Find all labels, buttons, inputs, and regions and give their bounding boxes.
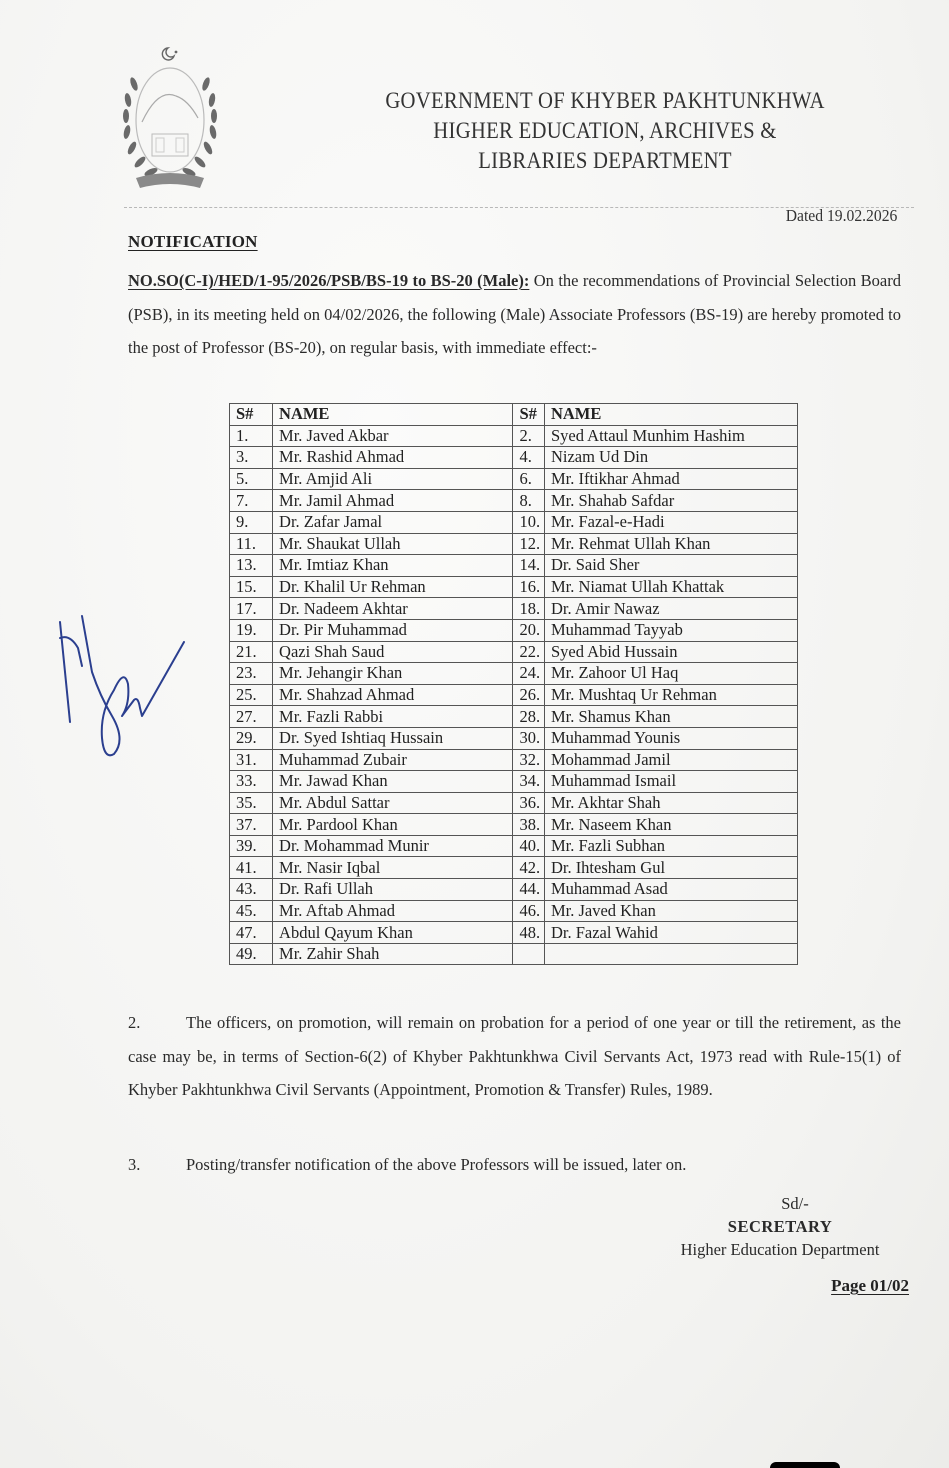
- table-row: [230, 814, 798, 836]
- name-cell: Mr. Zahoor Ul Haq: [544, 663, 797, 685]
- serial-number-cell: 45.: [230, 900, 273, 922]
- name-cell: Mr. Rehmat Ullah Khan: [544, 533, 797, 555]
- signoff-block: [640, 1192, 920, 1261]
- name-cell: Mr. Akhtar Shah: [544, 792, 797, 814]
- name-cell: Mr. Javed Khan: [544, 900, 797, 922]
- name-cell: Muhammad Ismail: [544, 771, 797, 793]
- table-row: [230, 792, 798, 814]
- serial-number-cell: 41.: [230, 857, 273, 879]
- table-row: [230, 641, 798, 663]
- table-row: [230, 943, 798, 965]
- table-row: [230, 576, 798, 598]
- name-cell: Mr. Mushtaq Ur Rehman: [544, 684, 797, 706]
- table-row: [230, 555, 798, 577]
- table-row: [230, 727, 798, 749]
- name-cell: Mr. Javed Akbar: [273, 425, 513, 447]
- name-cell: Mr. Niamat Ullah Khattak: [544, 576, 797, 598]
- table-row: [230, 857, 798, 879]
- serial-number-cell: [513, 943, 544, 965]
- serial-number-cell: 15.: [230, 576, 273, 598]
- serial-number-cell: 4.: [513, 447, 544, 469]
- serial-number-cell: 47.: [230, 922, 273, 944]
- table-header-row: [230, 404, 798, 426]
- table-row: [230, 706, 798, 728]
- table-row: [230, 879, 798, 901]
- name-cell: Mr. Aftab Ahmad: [273, 900, 513, 922]
- serial-number-cell: 31.: [230, 749, 273, 771]
- name-cell: Dr. Syed Ishtiaq Hussain: [273, 727, 513, 749]
- serial-number-cell: 44.: [513, 879, 544, 901]
- serial-number-cell: 16.: [513, 576, 544, 598]
- signatory-department: Higher Education Department: [680, 1240, 880, 1259]
- name-cell: Muhammad Younis: [544, 727, 797, 749]
- name-cell: Mr. Naseem Khan: [544, 814, 797, 836]
- letterhead-line-2: HIGHER EDUCATION, ARCHIVES &: [433, 118, 777, 143]
- table-row: [230, 663, 798, 685]
- serial-number-cell: 11.: [230, 533, 273, 555]
- paragraph-2: [128, 1006, 901, 1107]
- name-cell: Mr. Iftikhar Ahmad: [544, 468, 797, 490]
- table-row: [230, 425, 798, 447]
- table-row: [230, 900, 798, 922]
- name-cell: Mr. Pardool Khan: [273, 814, 513, 836]
- table-row: [230, 619, 798, 641]
- serial-number-cell: 37.: [230, 814, 273, 836]
- serial-number-cell: 39.: [230, 835, 273, 857]
- table-row: [230, 835, 798, 857]
- name-cell: Mr. Shamus Khan: [544, 706, 797, 728]
- name-cell: Mr. Abdul Sattar: [273, 792, 513, 814]
- name-cell: Mr. Zahir Shah: [273, 943, 513, 965]
- name-cell: Mr. Imtiaz Khan: [273, 555, 513, 577]
- name-cell: Mr. Fazli Rabbi: [273, 706, 513, 728]
- name-cell: Muhammad Zubair: [273, 749, 513, 771]
- notification-body: [128, 264, 901, 365]
- serial-number-cell: 6.: [513, 468, 544, 490]
- serial-number-cell: 30.: [513, 727, 544, 749]
- serial-number-cell: 48.: [513, 922, 544, 944]
- serial-number-cell: 29.: [230, 727, 273, 749]
- name-cell: Syed Attaul Munhim Hashim: [544, 425, 797, 447]
- serial-number-cell: 33.: [230, 771, 273, 793]
- serial-number-cell: 1.: [230, 425, 273, 447]
- name-cell: Mr. Jehangir Khan: [273, 663, 513, 685]
- paragraph-text: The officers, on promotion, will remain on probation for a period of one year or till the retirement, as the case may be, in terms of Section-6(2) of Khyber Pakhtunkhwa Civil Servants Act, 1973 read with Rule-15(1) of Khyber Pakhtunkhwa Civil Servants (Appointment, Promotion & Transfer) Rules, 1989.: [128, 1013, 901, 1099]
- scan-artifact: [770, 1462, 840, 1468]
- name-cell: Dr. Amir Nawaz: [544, 598, 797, 620]
- name-cell: Mr. Fazli Subhan: [544, 835, 797, 857]
- table-row: [230, 468, 798, 490]
- name-cell: Muhammad Asad: [544, 879, 797, 901]
- name-cell: Syed Abid Hussain: [544, 641, 797, 663]
- name-cell: Muhammad Tayyab: [544, 619, 797, 641]
- header-sn-1: S#: [230, 404, 273, 426]
- serial-number-cell: 40.: [513, 835, 544, 857]
- table-row: [230, 447, 798, 469]
- serial-number-cell: 38.: [513, 814, 544, 836]
- name-cell: Mr. Shahab Safdar: [544, 490, 797, 512]
- handwritten-signature-icon: [52, 612, 192, 762]
- table-row: [230, 598, 798, 620]
- paragraph-3: [128, 1148, 901, 1182]
- table-row: [230, 490, 798, 512]
- name-cell: Mr. Jamil Ahmad: [273, 490, 513, 512]
- name-cell: Dr. Zafar Jamal: [273, 511, 513, 533]
- serial-number-cell: 14.: [513, 555, 544, 577]
- serial-number-cell: 28.: [513, 706, 544, 728]
- page-number: Page 01/02: [831, 1276, 909, 1295]
- serial-number-cell: 26.: [513, 684, 544, 706]
- name-cell: Dr. Ihtesham Gul: [544, 857, 797, 879]
- date-line: Dated 19.02.2026: [785, 206, 897, 225]
- serial-number-cell: 27.: [230, 706, 273, 728]
- name-cell: Mr. Fazal-e-Hadi: [544, 511, 797, 533]
- signed-mark: Sd/-: [781, 1194, 809, 1213]
- serial-number-cell: 23.: [230, 663, 273, 685]
- notification-title: NOTIFICATION: [128, 232, 258, 251]
- serial-number-cell: 5.: [230, 468, 273, 490]
- serial-number-cell: 46.: [513, 900, 544, 922]
- name-cell: Nizam Ud Din: [544, 447, 797, 469]
- name-cell: Dr. Pir Muhammad: [273, 619, 513, 641]
- serial-number-cell: 43.: [230, 879, 273, 901]
- notification-text: On the recommendations of Provincial Selection Board (PSB), in its meeting held on 04/02/2026, the following (Male) Associate Professors (BS-19) are hereby promoted to the post of Professor (BS-20), on regular basis, with immediate effect:-: [128, 271, 901, 357]
- letterhead-line-3: LIBRARIES DEPARTMENT: [478, 148, 732, 173]
- government-emblem-icon: [118, 42, 222, 192]
- name-cell: Dr. Nadeem Akhtar: [273, 598, 513, 620]
- serial-number-cell: 24.: [513, 663, 544, 685]
- name-cell: Qazi Shah Saud: [273, 641, 513, 663]
- table-row: [230, 922, 798, 944]
- serial-number-cell: 32.: [513, 749, 544, 771]
- serial-number-cell: 42.: [513, 857, 544, 879]
- serial-number-cell: 10.: [513, 511, 544, 533]
- name-cell: Dr. Said Sher: [544, 555, 797, 577]
- signatory-designation: SECRETARY: [727, 1217, 833, 1236]
- name-cell: Mr. Rashid Ahmad: [273, 447, 513, 469]
- serial-number-cell: 8.: [513, 490, 544, 512]
- name-cell: Mr. Shaukat Ullah: [273, 533, 513, 555]
- name-cell: Mr. Amjid Ali: [273, 468, 513, 490]
- serial-number-cell: 18.: [513, 598, 544, 620]
- name-cell: [544, 943, 797, 965]
- name-cell: Dr. Khalil Ur Rehman: [273, 576, 513, 598]
- letterhead-line-1: GOVERNMENT OF KHYBER PAKHTUNKHWA: [385, 88, 825, 113]
- header-name-1: NAME: [273, 404, 513, 426]
- serial-number-cell: 35.: [230, 792, 273, 814]
- reference-number: NO.SO(C-I)/HED/1-95/2026/PSB/BS-19 to BS-20 (Male):: [128, 271, 530, 290]
- name-cell: Mr. Jawad Khan: [273, 771, 513, 793]
- table-row: [230, 533, 798, 555]
- name-cell: Mr. Nasir Iqbal: [273, 857, 513, 879]
- name-cell: Dr. Fazal Wahid: [544, 922, 797, 944]
- table-row: [230, 771, 798, 793]
- serial-number-cell: 25.: [230, 684, 273, 706]
- serial-number-cell: 22.: [513, 641, 544, 663]
- serial-number-cell: 20.: [513, 619, 544, 641]
- name-cell: Mohammad Jamil: [544, 749, 797, 771]
- serial-number-cell: 19.: [230, 619, 273, 641]
- paragraph-number: 3.: [128, 1155, 141, 1174]
- table-row: [230, 749, 798, 771]
- table-row: [230, 511, 798, 533]
- table-row: [230, 684, 798, 706]
- name-cell: Dr. Mohammad Munir: [273, 835, 513, 857]
- serial-number-cell: 2.: [513, 425, 544, 447]
- serial-number-cell: 36.: [513, 792, 544, 814]
- paragraph-text: Posting/transfer notification of the above Professors will be issued, later on.: [186, 1155, 687, 1174]
- serial-number-cell: 49.: [230, 943, 273, 965]
- serial-number-cell: 7.: [230, 490, 273, 512]
- letterhead: [331, 86, 880, 176]
- promotion-table: [229, 403, 798, 965]
- serial-number-cell: 21.: [230, 641, 273, 663]
- name-cell: Abdul Qayum Khan: [273, 922, 513, 944]
- serial-number-cell: 34.: [513, 771, 544, 793]
- serial-number-cell: 13.: [230, 555, 273, 577]
- serial-number-cell: 3.: [230, 447, 273, 469]
- serial-number-cell: 9.: [230, 511, 273, 533]
- serial-number-cell: 12.: [513, 533, 544, 555]
- header-sn-2: S#: [513, 404, 544, 426]
- serial-number-cell: 17.: [230, 598, 273, 620]
- name-cell: Dr. Rafi Ullah: [273, 879, 513, 901]
- paragraph-number: 2.: [128, 1013, 141, 1032]
- name-cell: Mr. Shahzad Ahmad: [273, 684, 513, 706]
- header-name-2: NAME: [544, 404, 797, 426]
